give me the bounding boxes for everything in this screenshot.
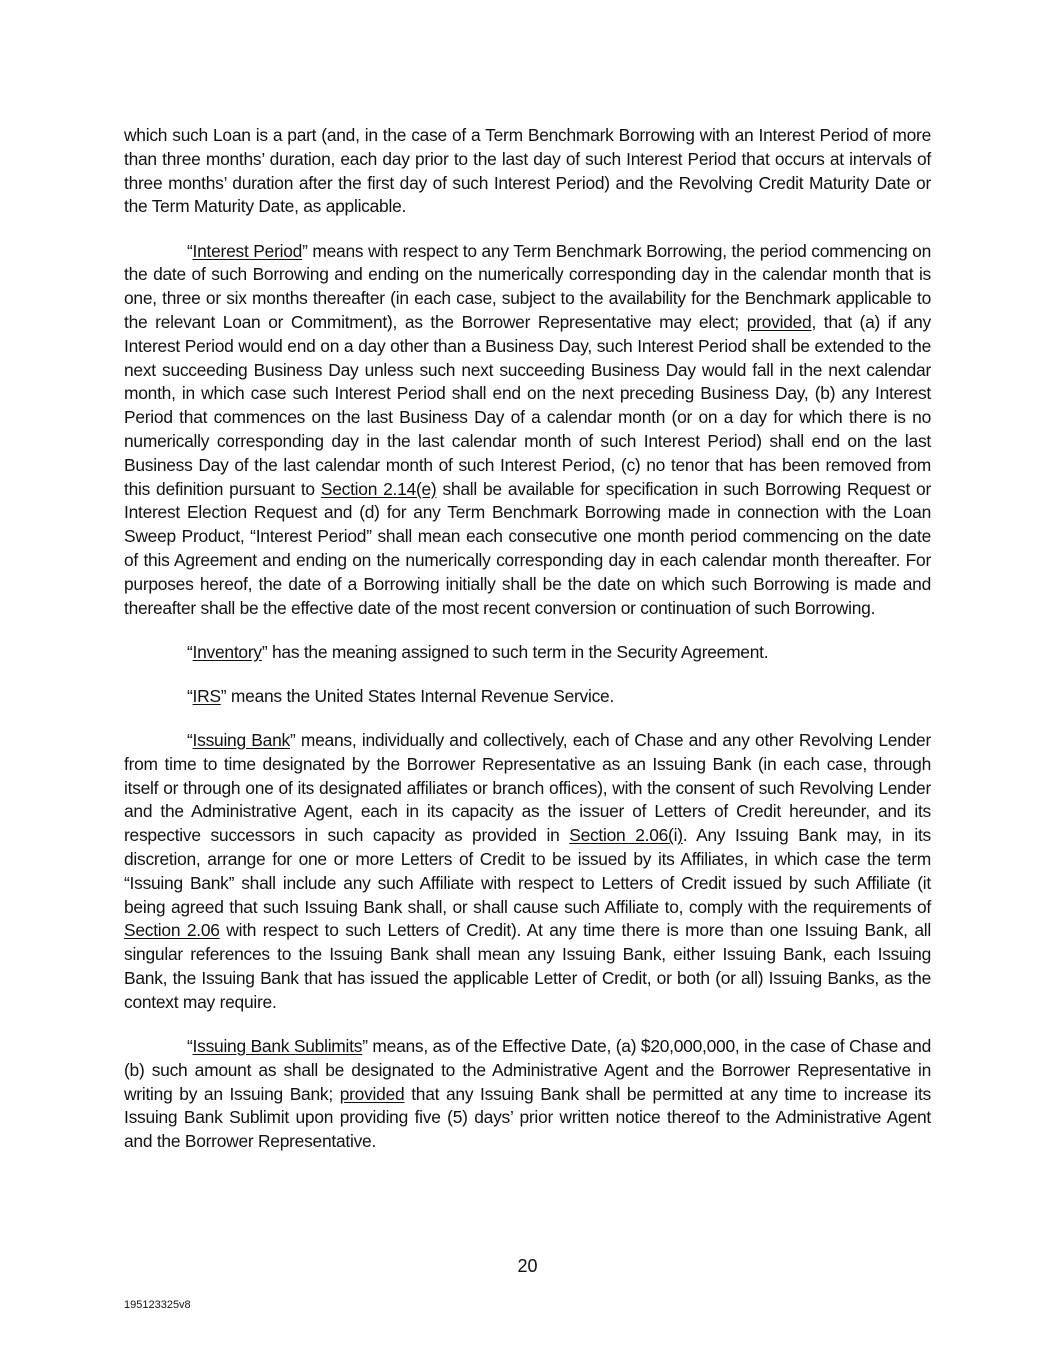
section-reference-2-14e: Section 2.14(e) xyxy=(320,478,437,499)
document-id: 195123325v8 xyxy=(124,1299,191,1311)
document-body xyxy=(124,124,931,1174)
defined-term-issuing-bank-sublimits: Issuing Bank Sublimits xyxy=(192,1036,363,1057)
provided-emphasis: provided xyxy=(339,1083,405,1104)
page-number: 20 xyxy=(517,1256,538,1276)
definition-issuing-bank: “Issuing Bank” means, individually and collectively, each of Chase and any other Revolving Lender from time to time designated by the Borrower Representative as an Issuing Bank (in each case, through itself or through one of its designated affiliates or branch offices), with the consent of such Revolving Lender and the Administrative Agent, each in its capacity as the issuer of Letters of Credit hereunder, and its respective successors in such capacity as provided in Section 2.06(i). Any Issuing Bank may, in its discretion, arrange for one or more Letters of Credit to be issued by its Affiliates, in which case the term “Issuing Bank” shall include any such Affiliate with respect to Letters of Credit issued by such Affiliate (it being agreed that such Issuing Bank shall, or shall cause such Affiliate to, comply with the requirements of Section 2.06 with respect to such Letters of Credit). At any time there is more than one Issuing Bank, all singular references to the Issuing Bank shall mean any Issuing Bank, either Issuing Bank, each Issuing Bank, the Issuing Bank that has issued the applicable Letter of Credit, or both (or all) Issuing Banks, as the context may require. xyxy=(124,730,931,1012)
defined-term-inventory: Inventory xyxy=(192,641,262,662)
definition-inventory: “Inventory” has the meaning assigned to such term in the Security Agreement. xyxy=(187,641,769,662)
section-reference-2-06: Section 2.06 xyxy=(124,920,220,941)
provided-emphasis: provided xyxy=(746,311,812,332)
definition-interest-period: “Interest Period” means with respect to any Term Benchmark Borrowing, the period commencing on the date of such Borrowing and ending on the numerically corresponding day in the calendar month that is one, three or six months thereafter (in each case, subject to the availability for the Benchmark applicable to the relevant Loan or Commitment), as the Borrower Representative may elect; provided, that (a) if any Interest Period would end on a day other than a Business Day, such Interest Period shall be extended to the next succeeding Business Day unless such next succeeding Business Day would fall in the next calendar month, in which case such Interest Period shall end on the next preceding Business Day, (b) any Interest Period that commences on the last Business Day of a calendar month (or on a day for which there is no numerically corresponding day in the last calendar month of such Interest Period) shall end on the last Business Day of the last calendar month of such Interest Period, (c) no tenor that has been removed from this definition pursuant to Section 2.14(e) shall be available for specification in such Borrowing Request or Interest Election Request and (d) for any Term Benchmark Borrowing made in connection with the Loan Sweep Product, “Interest Period” shall mean each consecutive one month period commencing on the date of this Agreement and ending on the numerically corresponding day in each calendar month thereafter. For purposes hereof, the date of a Borrowing initially shall be the date on which such Borrowing is made and thereafter shall be the effective date of the most recent conversion or continuation of such Borrowing. xyxy=(124,240,932,618)
section-reference-2-06i: Section 2.06(i) xyxy=(569,825,683,846)
defined-term-interest-period: Interest Period xyxy=(192,240,303,261)
definition-issuing-bank-sublimits: “Issuing Bank Sublimits” means, as of the Effective Date, (a) $20,000,000, in the case of Chase and (b) such amount as shall be designated to the Administrative Agent and the Borrower Representative in writing by an Issuing Bank; provided that any Issuing Bank shall be permitted at any time to increase its Issuing Bank Sublimit upon providing five (5) days’ prior written notice thereof to the Administrative Agent and the Borrower Representative. xyxy=(124,1036,931,1152)
paragraph-continuation: which such Loan is a part (and, in the case of a Term Benchmark Borrowing with an Interest Period of more than three months’ duration, each day prior to the last day of such Interest Period that occurs at intervals of three months’ duration after the first day of such Interest Period) and the Revolving Credit Maturity Date or the Term Maturity Date, as applicable. xyxy=(124,125,931,217)
defined-term-issuing-bank: Issuing Bank xyxy=(192,730,290,751)
definition-irs: “IRS” means the United States Internal Revenue Service. xyxy=(187,685,615,706)
defined-term-irs: IRS xyxy=(192,685,221,706)
